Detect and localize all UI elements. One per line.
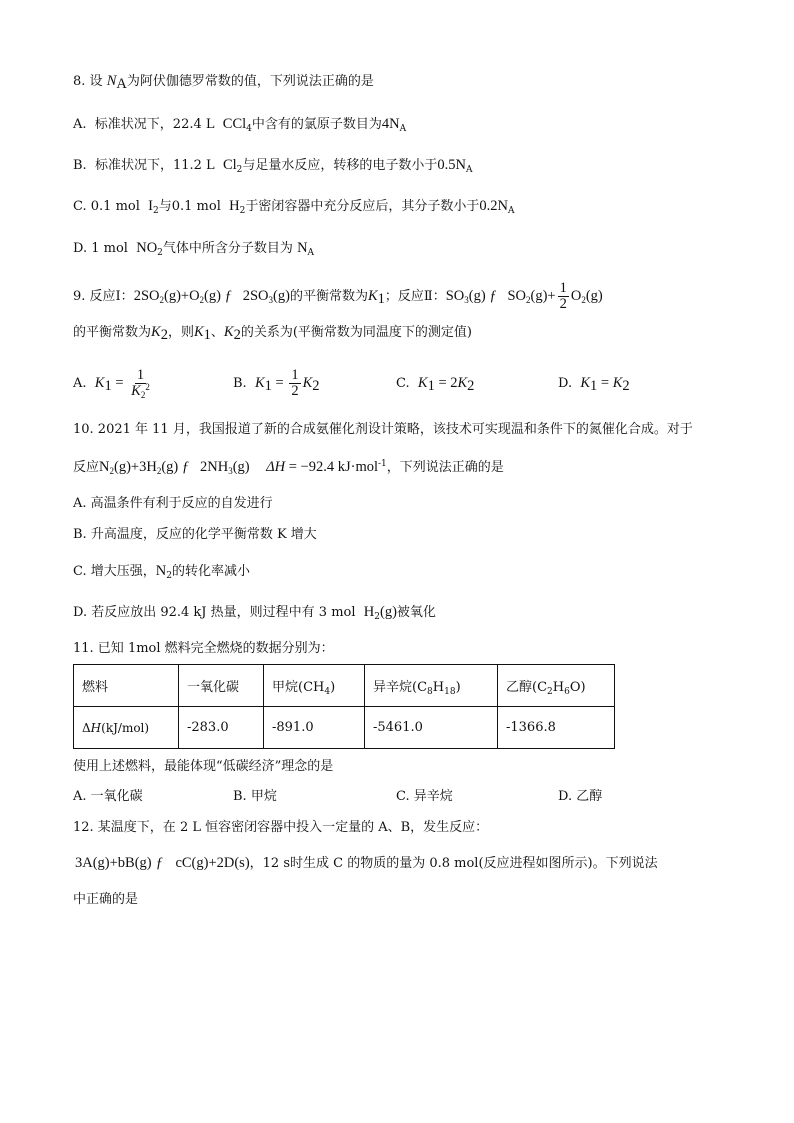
table-header-cell: 异辛烷$(C_8H_{18})$ xyxy=(365,665,498,707)
q11-option-b: B. 甲烷 xyxy=(233,789,277,804)
table-row xyxy=(74,707,615,749)
q9-reaction2: $SO_3(g)$ ƒ $SO_2(g)+$ $\frac{1}{2}$ $O_2(g)$ xyxy=(445,280,603,312)
q10-option-d: D. 若反应放出 92.4 kJ 热量，则过程中有 3 mol $H_2(g)$被氧化 xyxy=(73,604,436,622)
q10-option-c: C. 增大压强，$N_2$的转化率减小 xyxy=(73,563,250,581)
table-header-cell: 甲烷$(CH_4)$ xyxy=(264,665,365,707)
q12-stem: 12. 某温度下，在 2 L 恒容密闭容器中投入一定量的 A、B，发生反应： xyxy=(73,820,489,835)
q8-option-c: C. 0.1 mol $I_2$与0.1 mol $H_2$于密闭容器中充分反应后，其分子数小于$0.2N_A$ xyxy=(73,198,515,216)
q8-stem: 8. 设 $N_A$为阿伏伽德罗常数的值，下列说法正确的是 xyxy=(73,73,374,92)
q9-option-a: A. $K_1$ = $\frac{1}{K_2^2}$ xyxy=(73,367,150,400)
table-header-cell: 乙醇$(C_2H_6O)$ xyxy=(498,665,615,707)
table-header-cell: 燃料 xyxy=(74,665,179,707)
table-cell: -283.0 xyxy=(179,707,264,749)
q9-stem-line1: 9. 反应Ⅰ：$2SO_2(g)+O_2(g)$ ƒ $2SO_3(g)$的平衡常数为$K_1$；反应Ⅱ：$SO_3(g)$ ƒ $SO_2(g)+$ $\frac{1}{2}$ $O_2(g)$ xyxy=(73,280,603,312)
q10-option-b: B. 升高温度，反应的化学平衡常数 K 增大 xyxy=(73,527,317,542)
q10-option-a: A. 高温条件有利于反应的自发进行 xyxy=(73,496,273,511)
q12-stem-line3: 中正确的是 xyxy=(73,892,139,907)
q10-reaction: $N_2(g)+3H_2(g)$ ƒ $2NH_3(g)$ xyxy=(99,459,250,476)
q9-option-b: B. $K_1$ = $\frac{1}{2}$ $K_2$ xyxy=(233,367,320,399)
q10-stem-line1: 10. 2021 年 11 月，我国报道了新的合成氨催化剂设计策略，该技术可实现温和条件下的氮催化合成。对于 xyxy=(73,422,693,437)
q8-option-a: A. 标准状况下，22.4 L CCl$_4$中含有的氯原子数目为$4N_A$ xyxy=(73,116,407,134)
table-cell: -1366.8 xyxy=(498,707,615,749)
fraction: $\frac{1}{2}$ xyxy=(559,280,567,312)
q9-stem-line2: 的平衡常数为$K_2$，则$K_1$、$K_2$的关系为(平衡常数为同温度下的测定值) xyxy=(73,324,472,343)
table-row-label: ΔH(kJ/mol) xyxy=(74,707,179,749)
q8-option-b: B. 标准状况下，11.2 L $Cl_2$与足量水反应，转移的电子数小于$0.5N_A$ xyxy=(73,157,473,175)
table-header-cell: 一氧化碳 xyxy=(179,665,264,707)
q10-stem-line2: 反应$N_2(g)+3H_2(g)$ ƒ $2NH_3(g)$ ΔH = −92.4 kJ·mol$^{-1}$，下列说法正确的是 xyxy=(73,459,504,476)
q9-option-d: D. $K_1 = K_2$ xyxy=(558,375,630,394)
q9-option-c: C. $K_1 = 2K_2$ xyxy=(396,375,475,394)
table-cell: -891.0 xyxy=(264,707,365,749)
q11-option-d: D. 乙醇 xyxy=(558,789,603,804)
table-cell: -5461.0 xyxy=(365,707,498,749)
q9-reaction1: $2SO_2(g)+O_2(g)$ ƒ $2SO_3(g)$ xyxy=(133,287,290,305)
fuel-data-table xyxy=(73,664,615,749)
q11-option-c: C. 异辛烷 xyxy=(396,789,453,804)
q11-option-a: A. 一氧化碳 xyxy=(73,789,143,804)
q11-after-table: 使用上述燃料，最能体现“低碳经济”理念的是 xyxy=(73,759,334,774)
table-header-row xyxy=(74,665,615,707)
q8-option-d: D. 1 mol $NO_2$气体中所含分子数目为 $N_A$ xyxy=(73,240,315,258)
fraction: $\frac{1}{K_2^2}$ xyxy=(131,367,150,400)
q12-reaction-line: 3A(g)+bB(g) ƒ cC(g)+2D(s)，12 s时生成 C 的物质的量为 0.8 mol(反应进程如图所示)。下列说法 xyxy=(75,855,658,871)
fraction: $\frac{1}{2}$ xyxy=(291,367,299,399)
q11-stem: 11. 已知 1mol 燃料完全燃烧的数据分别为： xyxy=(73,641,334,656)
